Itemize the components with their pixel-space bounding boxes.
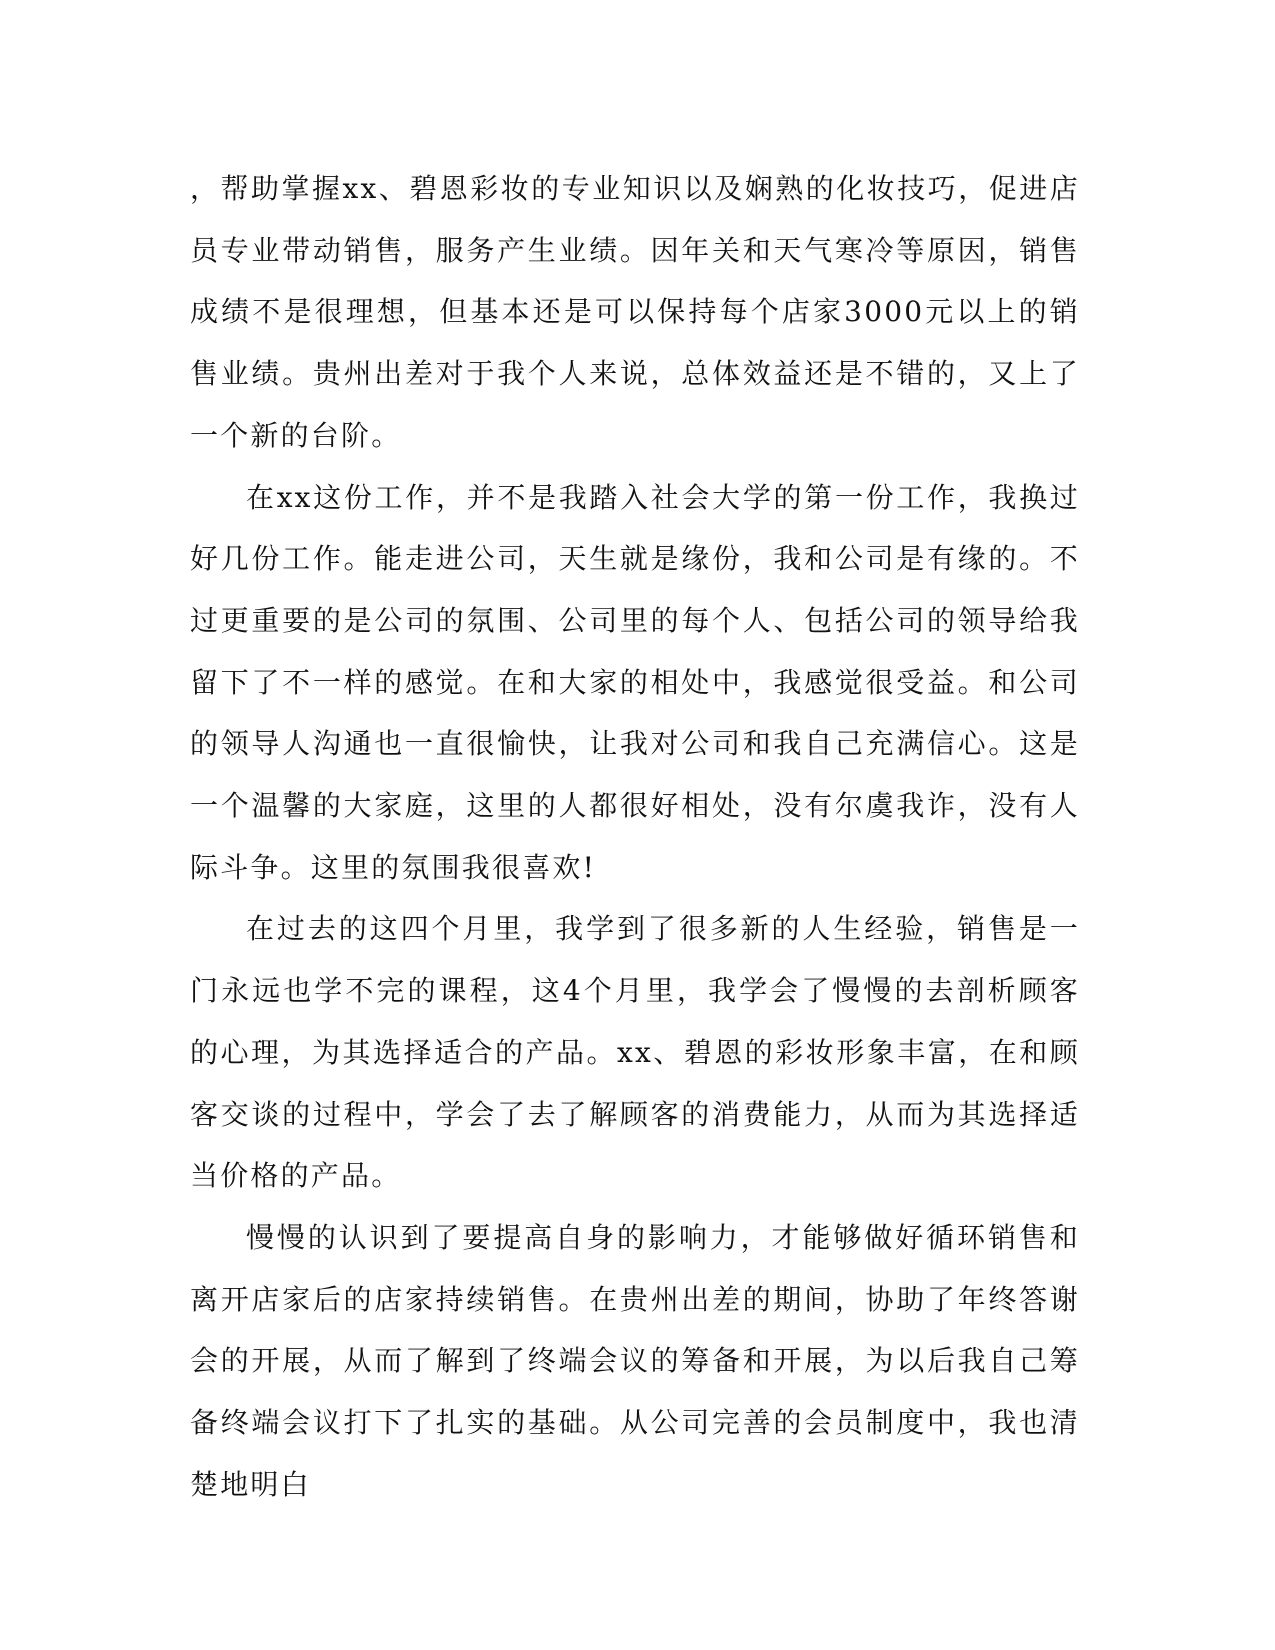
document-body: [190, 158, 1080, 1515]
paragraph-work-experience: 在xx这份工作，并不是我踏入社会大学的第一份工作，我换过好几份工作。能走进公司，天生就是缘份，我和公司是有缘的。不过更重要的是公司的氛围、公司里的每个人、包括公司的领导给我留下了不一样的感觉。在和大家的相处中，我感觉很受益。和公司的领导人沟通也一直很愉快，让我对公司和我自己充满信心。这是一个温馨的大家庭，这里的人都很好相处，没有尔虞我诈，没有人际斗争。这里的氛围我很喜欢!: [190, 480, 1080, 884]
paragraph-continuation: ，帮助掌握xx、碧恩彩妆的专业知识以及娴熟的化妆技巧，促进店员专业带动销售，服务产生业绩。因年关和天气寒冷等原因，销售成绩不是很理想，但基本还是可以保持每个店家3000元以上的销售业绩。贵州出差对于我个人来说，总体效益还是不错的，又上了一个新的台阶。: [190, 172, 1080, 452]
paragraph-influence: 慢慢的认识到了要提高自身的影响力，才能够做好循环销售和离开店家后的店家持续销售。在贵州出差的期间，协助了年终答谢会的开展，从而了解到了终端会议的筹备和开展，为以后我自己筹备终端会议打下了扎实的基础。从公司完善的会员制度中，我也清楚地明白: [190, 1220, 1080, 1501]
paragraph-sales-lessons: 在过去的这四个月里，我学到了很多新的人生经验，销售是一门永远也学不完的课程，这4个月里，我学会了慢慢的去剖析顾客的心理，为其选择适合的产品。xx、碧恩的彩妆形象丰富，在和顾客交谈的过程中，学会了去了解顾客的消费能力，从而为其选择适当价格的产品。: [190, 912, 1080, 1193]
